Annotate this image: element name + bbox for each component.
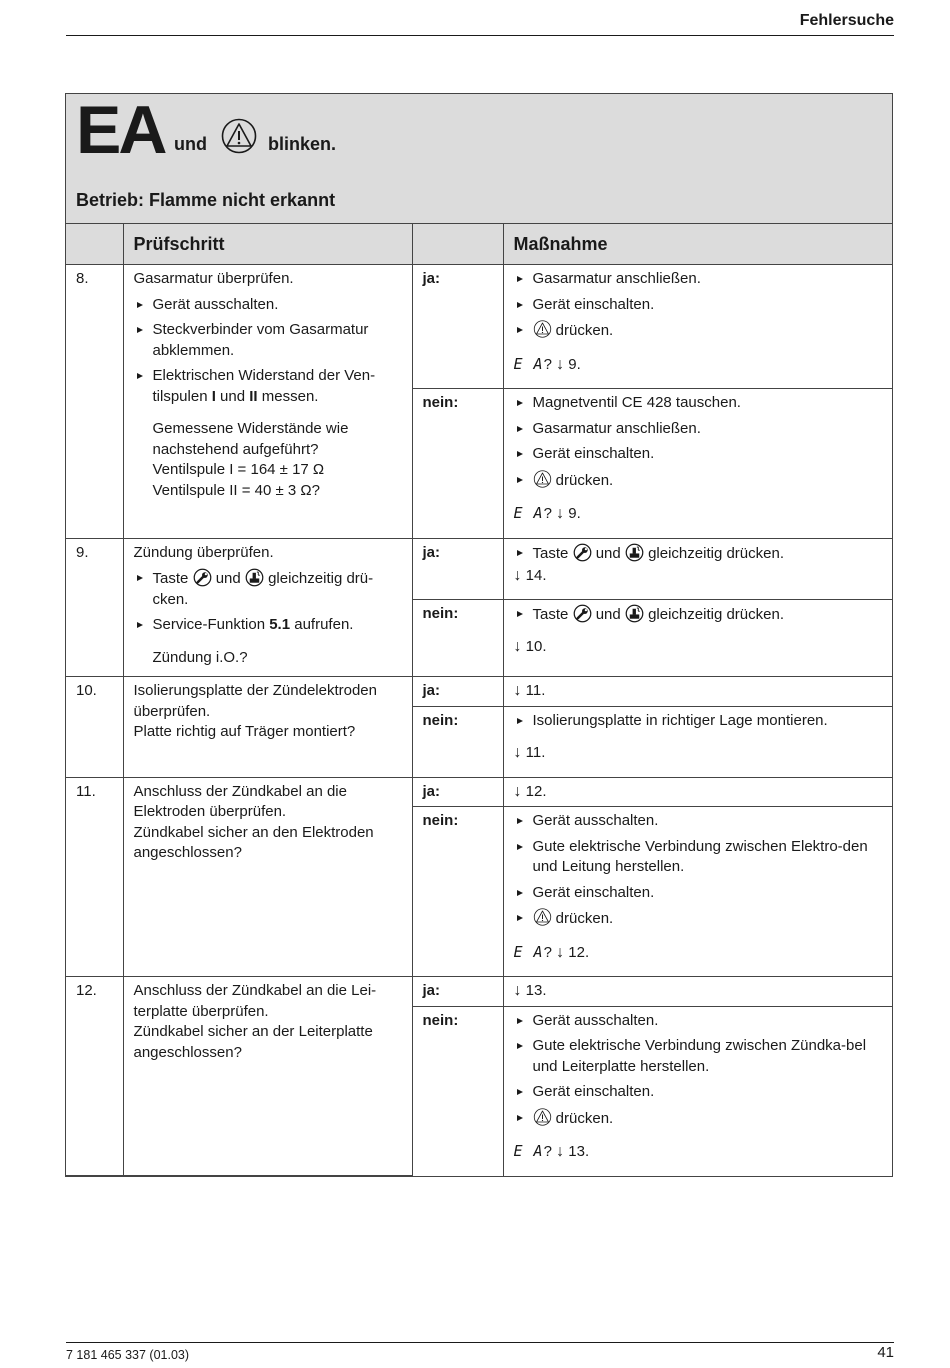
page-number: 41 — [877, 1344, 894, 1361]
warning-triangle-icon — [533, 320, 552, 338]
chimney-sweep-key-icon — [245, 568, 264, 587]
arrow-down-icon: ↓ — [556, 505, 565, 522]
arrow-down-icon: ↓ — [513, 682, 522, 699]
panel-subtitle: Betrieb: Flamme nicht erkannt — [76, 190, 336, 210]
answer-ja: ja: — [412, 977, 503, 1007]
warning-triangle-icon — [221, 118, 257, 154]
wrench-key-icon — [573, 604, 592, 623]
action-bullet — [514, 320, 883, 342]
goto-step: 9. — [568, 505, 581, 522]
lcd-question: ? — [543, 355, 552, 373]
bullet-text: und — [215, 387, 250, 405]
bullet-text: drücken. — [555, 471, 614, 489]
action-bullet: Isolierungsplatte in richtiger Lage montieren. — [514, 711, 883, 732]
bullet-text: und — [215, 570, 241, 587]
bullet-bold: 5.1 — [269, 616, 291, 633]
error-code: EA — [76, 92, 165, 168]
answer-nein: nein: — [412, 807, 503, 977]
action-bullet: Gerät einschalten. — [514, 883, 883, 904]
wrench-key-icon — [193, 568, 212, 587]
goto-step: 10. — [525, 638, 547, 656]
bullet-text: Taste — [152, 570, 189, 587]
lcd-code: E A — [513, 942, 544, 961]
warning-triangle-icon — [533, 1108, 552, 1126]
step-bullet — [134, 615, 402, 636]
answer-nein: nein: — [412, 599, 503, 676]
step-question: Zündkabel sicher an der Leiterplatte angeschlossen? — [133, 1023, 373, 1061]
warning-triangle-icon — [533, 908, 552, 926]
answer-ja: ja: — [412, 538, 503, 599]
troubleshooting-panel — [65, 93, 893, 1177]
table-row — [66, 538, 892, 599]
goto-step: 11. — [525, 682, 546, 699]
action-cell — [503, 777, 892, 807]
bullet-text: gleichzeitig drücken. — [648, 605, 784, 623]
action-bullet — [514, 543, 883, 565]
action-cell — [503, 677, 892, 707]
goto-step: 12. — [568, 943, 590, 961]
arrow-down-icon: ↓ — [556, 1143, 565, 1160]
step-question: Zündung i.O.? — [152, 648, 248, 666]
table-row — [66, 265, 892, 389]
table-header-row — [66, 224, 892, 265]
bullet-text: messen. — [257, 387, 319, 405]
step-description — [123, 677, 412, 778]
bullet-text: gleichzeitig drü-cken. — [152, 570, 374, 608]
arrow-down-icon: ↓ — [513, 567, 522, 584]
step-title: Zündung überprüfen. — [133, 543, 274, 561]
answer-ja: ja: — [412, 777, 503, 807]
step-title: Gasarmatur überprüfen. — [133, 270, 294, 287]
step-number: 12. — [66, 977, 123, 1176]
chimney-sweep-key-icon — [625, 543, 644, 562]
action-cell — [503, 599, 892, 676]
bullet-text: und — [595, 544, 621, 562]
goto-ref — [514, 981, 883, 1002]
step-question: Platte richtig auf Träger montiert? — [133, 723, 356, 740]
bullet-text: drücken. — [555, 910, 614, 927]
goto-ref — [514, 566, 883, 587]
panel-title-box — [66, 94, 892, 224]
step-description — [123, 977, 412, 1176]
step-bullet — [134, 366, 402, 407]
lcd-question: ? — [543, 943, 552, 961]
answer-ja: ja: — [412, 677, 503, 707]
goto-ref — [514, 354, 883, 376]
col-step-header: Prüfschritt — [123, 224, 412, 265]
answer-nein: nein: — [412, 1006, 503, 1176]
step-title: Anschluss der Zündkabel an die Lei-terplatte überprüfen. — [133, 982, 377, 1020]
header-divider — [66, 35, 894, 36]
bullet-text: Service-Funktion — [152, 616, 270, 633]
goto-ref — [514, 503, 883, 525]
bullet-text: gleichzeitig drücken. — [648, 544, 784, 562]
col-action-header: Maßnahme — [503, 224, 892, 265]
step-value: Ventilspule I = 164 ± 17 Ω — [152, 461, 325, 478]
answer-nein: nein: — [412, 389, 503, 539]
bullet-text: und — [595, 605, 621, 623]
lcd-code: E A — [513, 354, 544, 373]
goto-step: 12. — [525, 782, 547, 800]
action-bullet: Gerät einschalten. — [514, 444, 883, 465]
action-bullet: Gerät ausschalten. — [514, 811, 883, 832]
lcd-question: ? — [543, 1143, 552, 1160]
step-bullet: Gerät ausschalten. — [134, 295, 402, 316]
step-question: Zündkabel sicher an den Elektroden angeschlossen? — [133, 823, 374, 861]
action-cell — [503, 265, 892, 389]
action-cell — [503, 706, 892, 777]
step-question: Gemessene Widerstände wie nachstehend aufgeführt? — [152, 420, 349, 458]
goto-step: 11. — [525, 744, 546, 761]
action-cell — [503, 807, 892, 977]
goto-ref — [514, 942, 883, 964]
goto-step: 13. — [568, 1143, 590, 1160]
col-num-header — [66, 224, 123, 265]
arrow-down-icon: ↓ — [513, 782, 522, 800]
wrench-key-icon — [573, 543, 592, 562]
title-und: und — [174, 134, 207, 154]
goto-ref — [514, 782, 883, 803]
steps-table — [66, 224, 892, 1176]
col-answer-header — [412, 224, 503, 265]
goto-ref — [514, 1141, 883, 1163]
warning-triangle-icon — [533, 470, 552, 488]
action-bullet: Gerät einschalten. — [514, 295, 883, 316]
action-bullet: Gerät einschalten. — [514, 1082, 883, 1103]
goto-ref — [514, 637, 883, 658]
action-bullet — [514, 470, 883, 492]
action-bullet: Gerät ausschalten. — [514, 1011, 883, 1032]
document-number: 7 181 465 337 (01.03) — [66, 1348, 190, 1362]
title-blinken: blinken. — [268, 134, 337, 154]
action-bullet: Gute elektrische Verbindung zwischen Elektro-den und Leitung herstellen. — [514, 837, 883, 878]
action-bullet: Magnetventil CE 428 tauschen. — [514, 393, 883, 414]
action-bullet: Gasarmatur anschließen. — [514, 269, 883, 290]
goto-ref — [514, 681, 883, 702]
action-bullet — [514, 1108, 883, 1130]
bullet-bold: I — [211, 387, 216, 405]
bullet-text: drücken. — [555, 322, 614, 339]
step-number: 9. — [66, 538, 123, 677]
action-bullet — [514, 908, 883, 930]
arrow-down-icon: ↓ — [556, 943, 565, 961]
answer-nein: nein: — [412, 706, 503, 777]
action-bullet: Gute elektrische Verbindung zwischen Zündka-bel und Leiterplatte herstellen. — [514, 1036, 883, 1077]
arrow-down-icon: ↓ — [513, 744, 522, 761]
action-cell — [503, 1006, 892, 1176]
lcd-code: E A — [513, 504, 544, 522]
bullet-bold: II — [249, 387, 258, 405]
step-number: 8. — [66, 265, 123, 539]
step-bullet — [134, 568, 402, 610]
action-cell — [503, 389, 892, 539]
bullet-text: Elektrischen Widerstand der Ven-tilspulen — [152, 367, 376, 405]
lcd-question: ? — [543, 505, 552, 522]
table-row — [66, 777, 892, 807]
action-bullet — [514, 604, 883, 626]
goto-ref — [514, 743, 883, 764]
action-cell — [503, 538, 892, 599]
action-cell — [503, 977, 892, 1007]
action-bullet: Gasarmatur anschließen. — [514, 419, 883, 440]
step-value: Ventilspule II = 40 ± 3 Ω? — [152, 481, 320, 499]
goto-step: 14. — [525, 567, 547, 584]
step-description — [123, 265, 412, 539]
footer-divider — [66, 1342, 894, 1343]
bullet-text: drücken. — [555, 1109, 614, 1127]
step-description — [123, 777, 412, 977]
goto-step: 13. — [525, 982, 547, 999]
step-title: Isolierungsplatte der Zündelektroden überprüfen. — [133, 682, 377, 720]
step-title: Anschluss der Zündkabel an die Elektroden überprüfen. — [133, 782, 347, 820]
step-bullet: Steckverbinder vom Gasarmatur abklemmen. — [134, 320, 402, 361]
arrow-down-icon: ↓ — [513, 982, 522, 999]
bullet-text: aufrufen. — [290, 616, 354, 633]
answer-ja: ja: — [412, 265, 503, 389]
bullet-text: Taste — [532, 605, 569, 623]
arrow-down-icon: ↓ — [556, 355, 565, 373]
page-header-title: Fehlersuche — [799, 12, 894, 29]
arrow-down-icon: ↓ — [513, 638, 522, 656]
goto-step: 9. — [568, 355, 581, 373]
chimney-sweep-key-icon — [625, 604, 644, 623]
step-number: 10. — [66, 677, 123, 778]
lcd-code: E A — [513, 1142, 544, 1160]
table-row — [66, 977, 892, 1007]
step-description — [123, 538, 412, 677]
bullet-text: Taste — [532, 544, 569, 562]
table-row — [66, 677, 892, 707]
step-number: 11. — [66, 777, 123, 977]
